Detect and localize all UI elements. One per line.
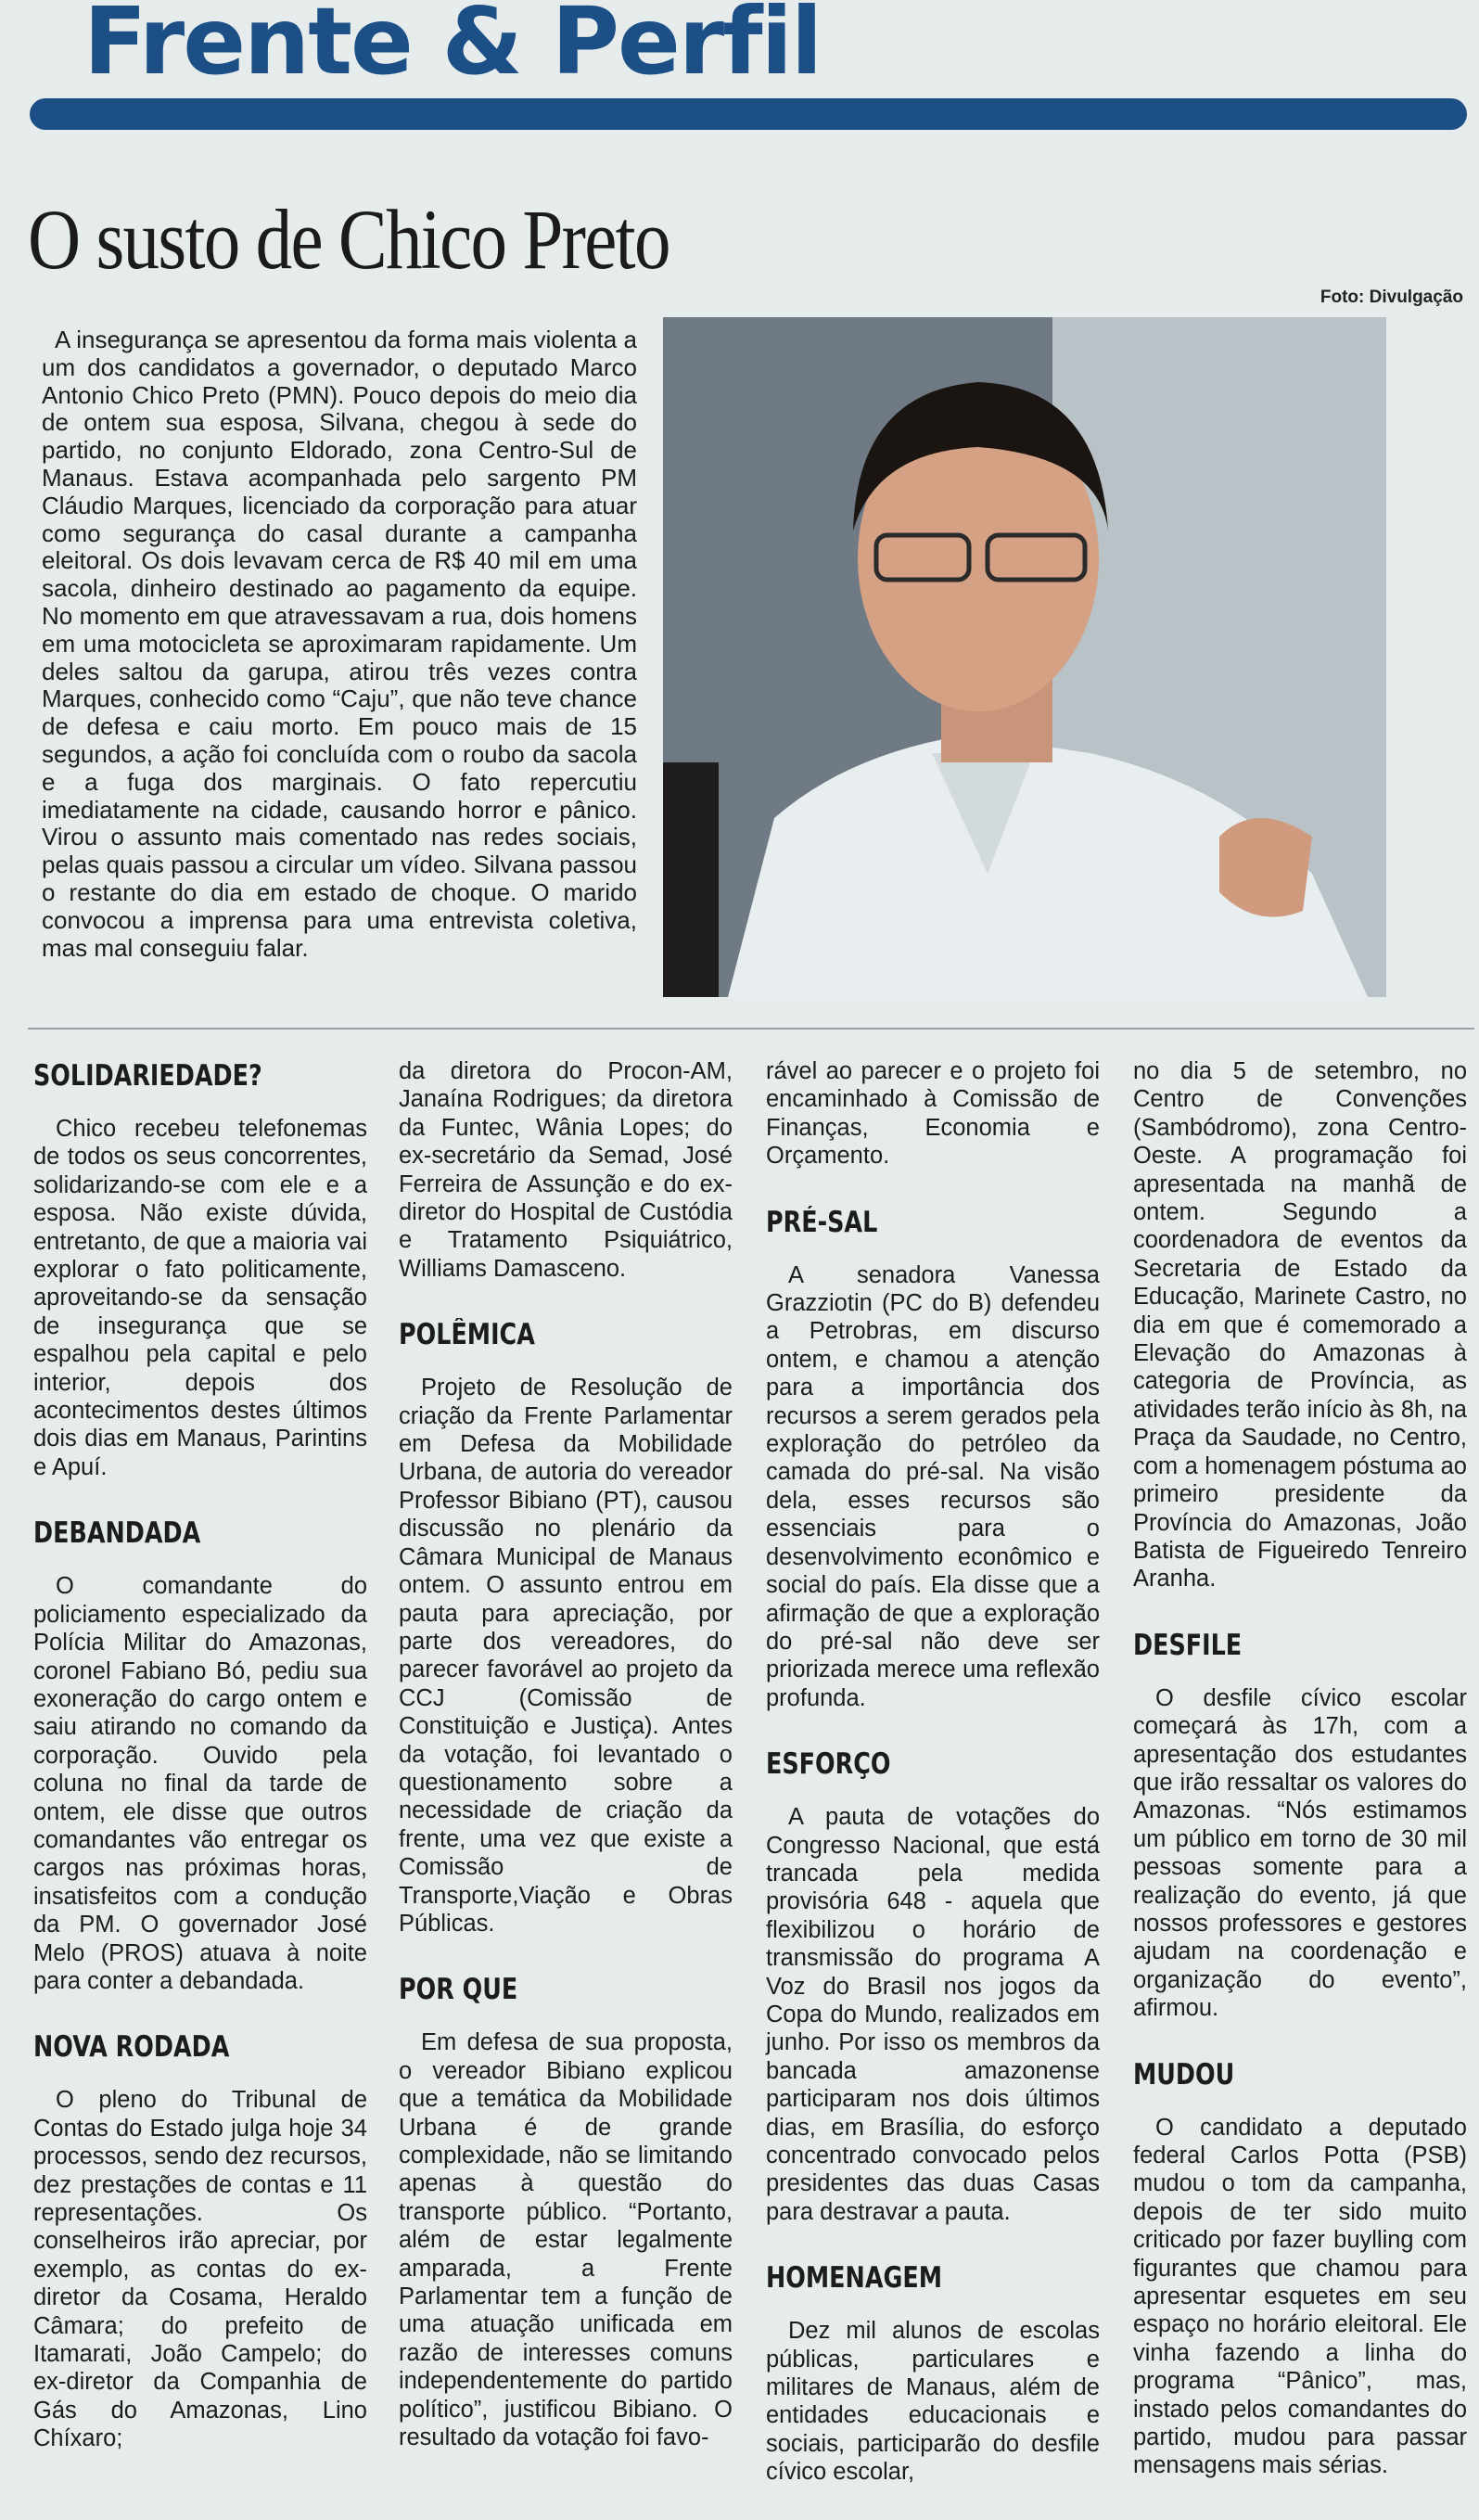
section-divider xyxy=(28,1028,1474,1030)
column-3 xyxy=(766,1057,1100,2520)
photo-credit: Foto: Divulgação xyxy=(1320,288,1463,307)
section-text: O comandante do policiamento especializado da Polícia Militar do Amazonas, coronel Fabiano Bó, pediu sua exoneração do cargo ontem e saiu atirando no comando da corporação. Ouvido pela coluna no final da tarde de ontem, ele disse que outros comandantes vão entregar os cargos nas próximas horas, insatisfeitos com a condução da PM. O governador José Melo (PROS) atuava à noite para conter a debandada. xyxy=(33,1573,367,1994)
section-heading: PRÉ-SAL xyxy=(766,1205,878,1239)
section-text: A pauta de votações do Congresso Nacional, que está trancada pela medida provisória 648 - aquela que flexibilizou o horário de transmissão do programa A Voz do Brasil nos jogos da Copa do Mundo, realizados em junho. Por isso os membros da bancada amazonense participaram nos dois últimos dias, em Brasília, do esforço concentrado convocado pelos presidentes das duas Casas para destravar a pauta. xyxy=(766,1804,1100,2225)
section-text: O candidato a deputado federal Carlos Potta (PSB) mudou o tom da campanha, depois de ter sido muito criticado por fazer buylling com figurantes que chamou para apresentar esquetes em seu espaço no horário eleitoral. Ele vinha fazendo a linha do programa “Pânico”, mas, instado pelos comandantes do partido, mudou para passar mensagens mais sérias. xyxy=(1133,2114,1467,2479)
section-heading: POLÊMICA xyxy=(399,1318,535,1352)
section-text: Projeto de Resolução de criação da Frente Parlamentar em Defesa da Mobilidade Urbana, de autoria do vereador Professor Bibiano (PT), causou discussão no plenário da Câmara Municipal de Manaus ontem. O assunto entrou em pauta para apreciação, por parte dos vereadores, do parecer favorável ao projeto da CCJ (Comissão de Constituição e Justiça). Antes da votação, foi levantado o questionamento sobre a necessidade de criação da frente, uma vez que existe a Comissão de Transporte,Viação e Obras Públicas. xyxy=(399,1375,733,1937)
section-text: O desfile cívico escolar começará às 17h, com a apresentação dos estudantes que irão ressaltar os valores do Amazonas. “Nós estimamos um público em torno de 30 mil pessoas somente para a realização do evento, já que nossos professores e gestores ajudam na coordenação e organização do evento”, afirmou. xyxy=(1133,1684,1467,2022)
section-text: Dez mil alunos de escolas públicas, particulares e militares de Manaus, além de entidades educacionais e sociais, participarão do desfile cívico escolar, xyxy=(766,2318,1100,2486)
section-heading: DEBANDADA xyxy=(33,1516,201,1551)
section-text: Chico recebeu telefonemas de todos os seus concorrentes, solidarizando-se com ele e a esposa. Não existe dúvida, entretanto, de que a maioria vai explorar o fato politicamente, aproveitando-se da sensação de insegurança que se espalhou pela capital e pelo interior, depois dos acontecimentos destes últimos dois dias em Manaus, Parintins e Apuí. xyxy=(33,1116,367,1480)
section-heading: HOMENAGEM xyxy=(766,2261,943,2296)
section-heading: NOVA RODADA xyxy=(33,2030,230,2065)
article-photo xyxy=(663,317,1386,997)
continuation-text: da diretora do Procon-AM, Janaína Rodrigues; da diretora da Funtec, Wânia Lopes; do ex-secretário da Semad, José Ferreira de Assunção e do ex-diretor do Hospital de Custódia e Tratamento Psiquiátrico, Williams Damasceno. xyxy=(399,1058,733,1282)
continuation-text: no dia 5 de setembro, no Centro de Convenções (Sambódromo), zona Centro-Oeste. A programação foi apresentada na manhã de ontem. Segundo a coordenadora de eventos da Secretaria de Estado da Educação, Marinete Castro, no dia em que é comemorado a Elevação do Amazonas à categoria de Província, as atividades terão início às 8h, na Praça da Saudade, no Centro, com a homenagem póstuma ao primeiro presidente da Província do Amazonas, João Batista de Figueiredo Tenreiro Aranha. xyxy=(1133,1058,1467,1593)
section-text: A senadora Vanessa Grazziotin (PC do B) defendeu a Petrobras, em discurso ontem, e chamou a atenção para a importância dos recursos a serem gerados pela exploração do petróleo da camada do pré-sal. Na visão dela, esses recursos são essenciais para o desenvolvimento econômico e social do país. Ela disse que a afirmação de que a exploração do pré-sal não deve ser priorizada merece uma reflexão profunda. xyxy=(766,1261,1100,1711)
column-2 xyxy=(399,1057,733,2485)
headline: O susto de Chico Preto xyxy=(28,192,669,287)
column-1 xyxy=(33,1057,367,2487)
section-text: O pleno do Tribunal de Contas do Estado julga hoje 34 processos, sendo dez recursos, dez prestações de contas e 11 representações. Os conselheiros irão apreciar, por exemplo, as contas do ex-diretor da Cosama, Heraldo Câmara; do prefeito de Itamarati, João Campelo; do ex-diretor da Companhia de Gás do Amazonas, Lino Chíxaro; xyxy=(33,2087,368,2452)
section-heading: MUDOU xyxy=(1133,2057,1235,2091)
masthead xyxy=(30,0,1467,139)
section-text: Em defesa de sua proposta, o vereador Bibiano explicou que a temática da Mobilidade Urbana é de grande complexidade, não se limitando apenas à questão do transporte público. “Portanto, além de estar legalmente amparada, a Frente Parlamentar tem a função de uma atuação unificada em razão de interesses comuns independentemente do partido político”, justificou Bibiano. O resultado da votação foi favo- xyxy=(399,2029,733,2451)
column-4 xyxy=(1133,1057,1467,2514)
lead-paragraph: A insegurança se apresentou da forma mais violenta a um dos candidatos a governador, o deputado Marco Antonio Chico Preto (PMN). Pouco depois do meio dia de ontem sua esposa, Silvana, chegou à sede do partido, no conjunto Eldorado, zona Centro-Sul de Manaus. Estava acompanhada pelo sargento PM Cláudio Marques, licenciado da corporação para atuar como segurança do casal durante a campanha eleitoral. Os dois levavam cerca de R$ 40 mil em uma sacola, dinheiro destinado ao pagamento da equipe. No momento em que atravessavam a rua, dois homens em uma motocicleta se aproximaram rapidamente. Um deles saltou da garupa, atirou três vezes contra Marques, conhecido como “Caju”, que não teve chance de defesa e caiu morto. Em pouco mais de 15 segundos, a ação foi concluída com o roubo da sacola e a fuga dos marginais. O fato repercutiu imediatamente na cidade, causando horror e pânico. Virou o assunto mais comentado nas redes sociais, pelas quais passou a circular um vídeo. Silvana passou o restante do dia em estado de choque. O marido convocou a imprensa para uma entrevista coletiva, mas mal conseguiu falar. xyxy=(42,326,637,962)
section-heading: DESFILE xyxy=(1133,1628,1243,1662)
masthead-title: Frente & Perfil xyxy=(83,0,822,96)
section-heading: ESFORÇO xyxy=(766,1747,891,1782)
portrait-illustration xyxy=(663,317,1386,997)
masthead-bar xyxy=(30,98,1467,130)
section-heading: POR QUE xyxy=(399,1973,518,2007)
section-heading: SOLIDARIEDADE? xyxy=(33,1059,262,1093)
continuation-text: rável ao parecer e o projeto foi encaminhado à Comissão de Finanças, Economia e Orçamento. xyxy=(766,1058,1100,1170)
